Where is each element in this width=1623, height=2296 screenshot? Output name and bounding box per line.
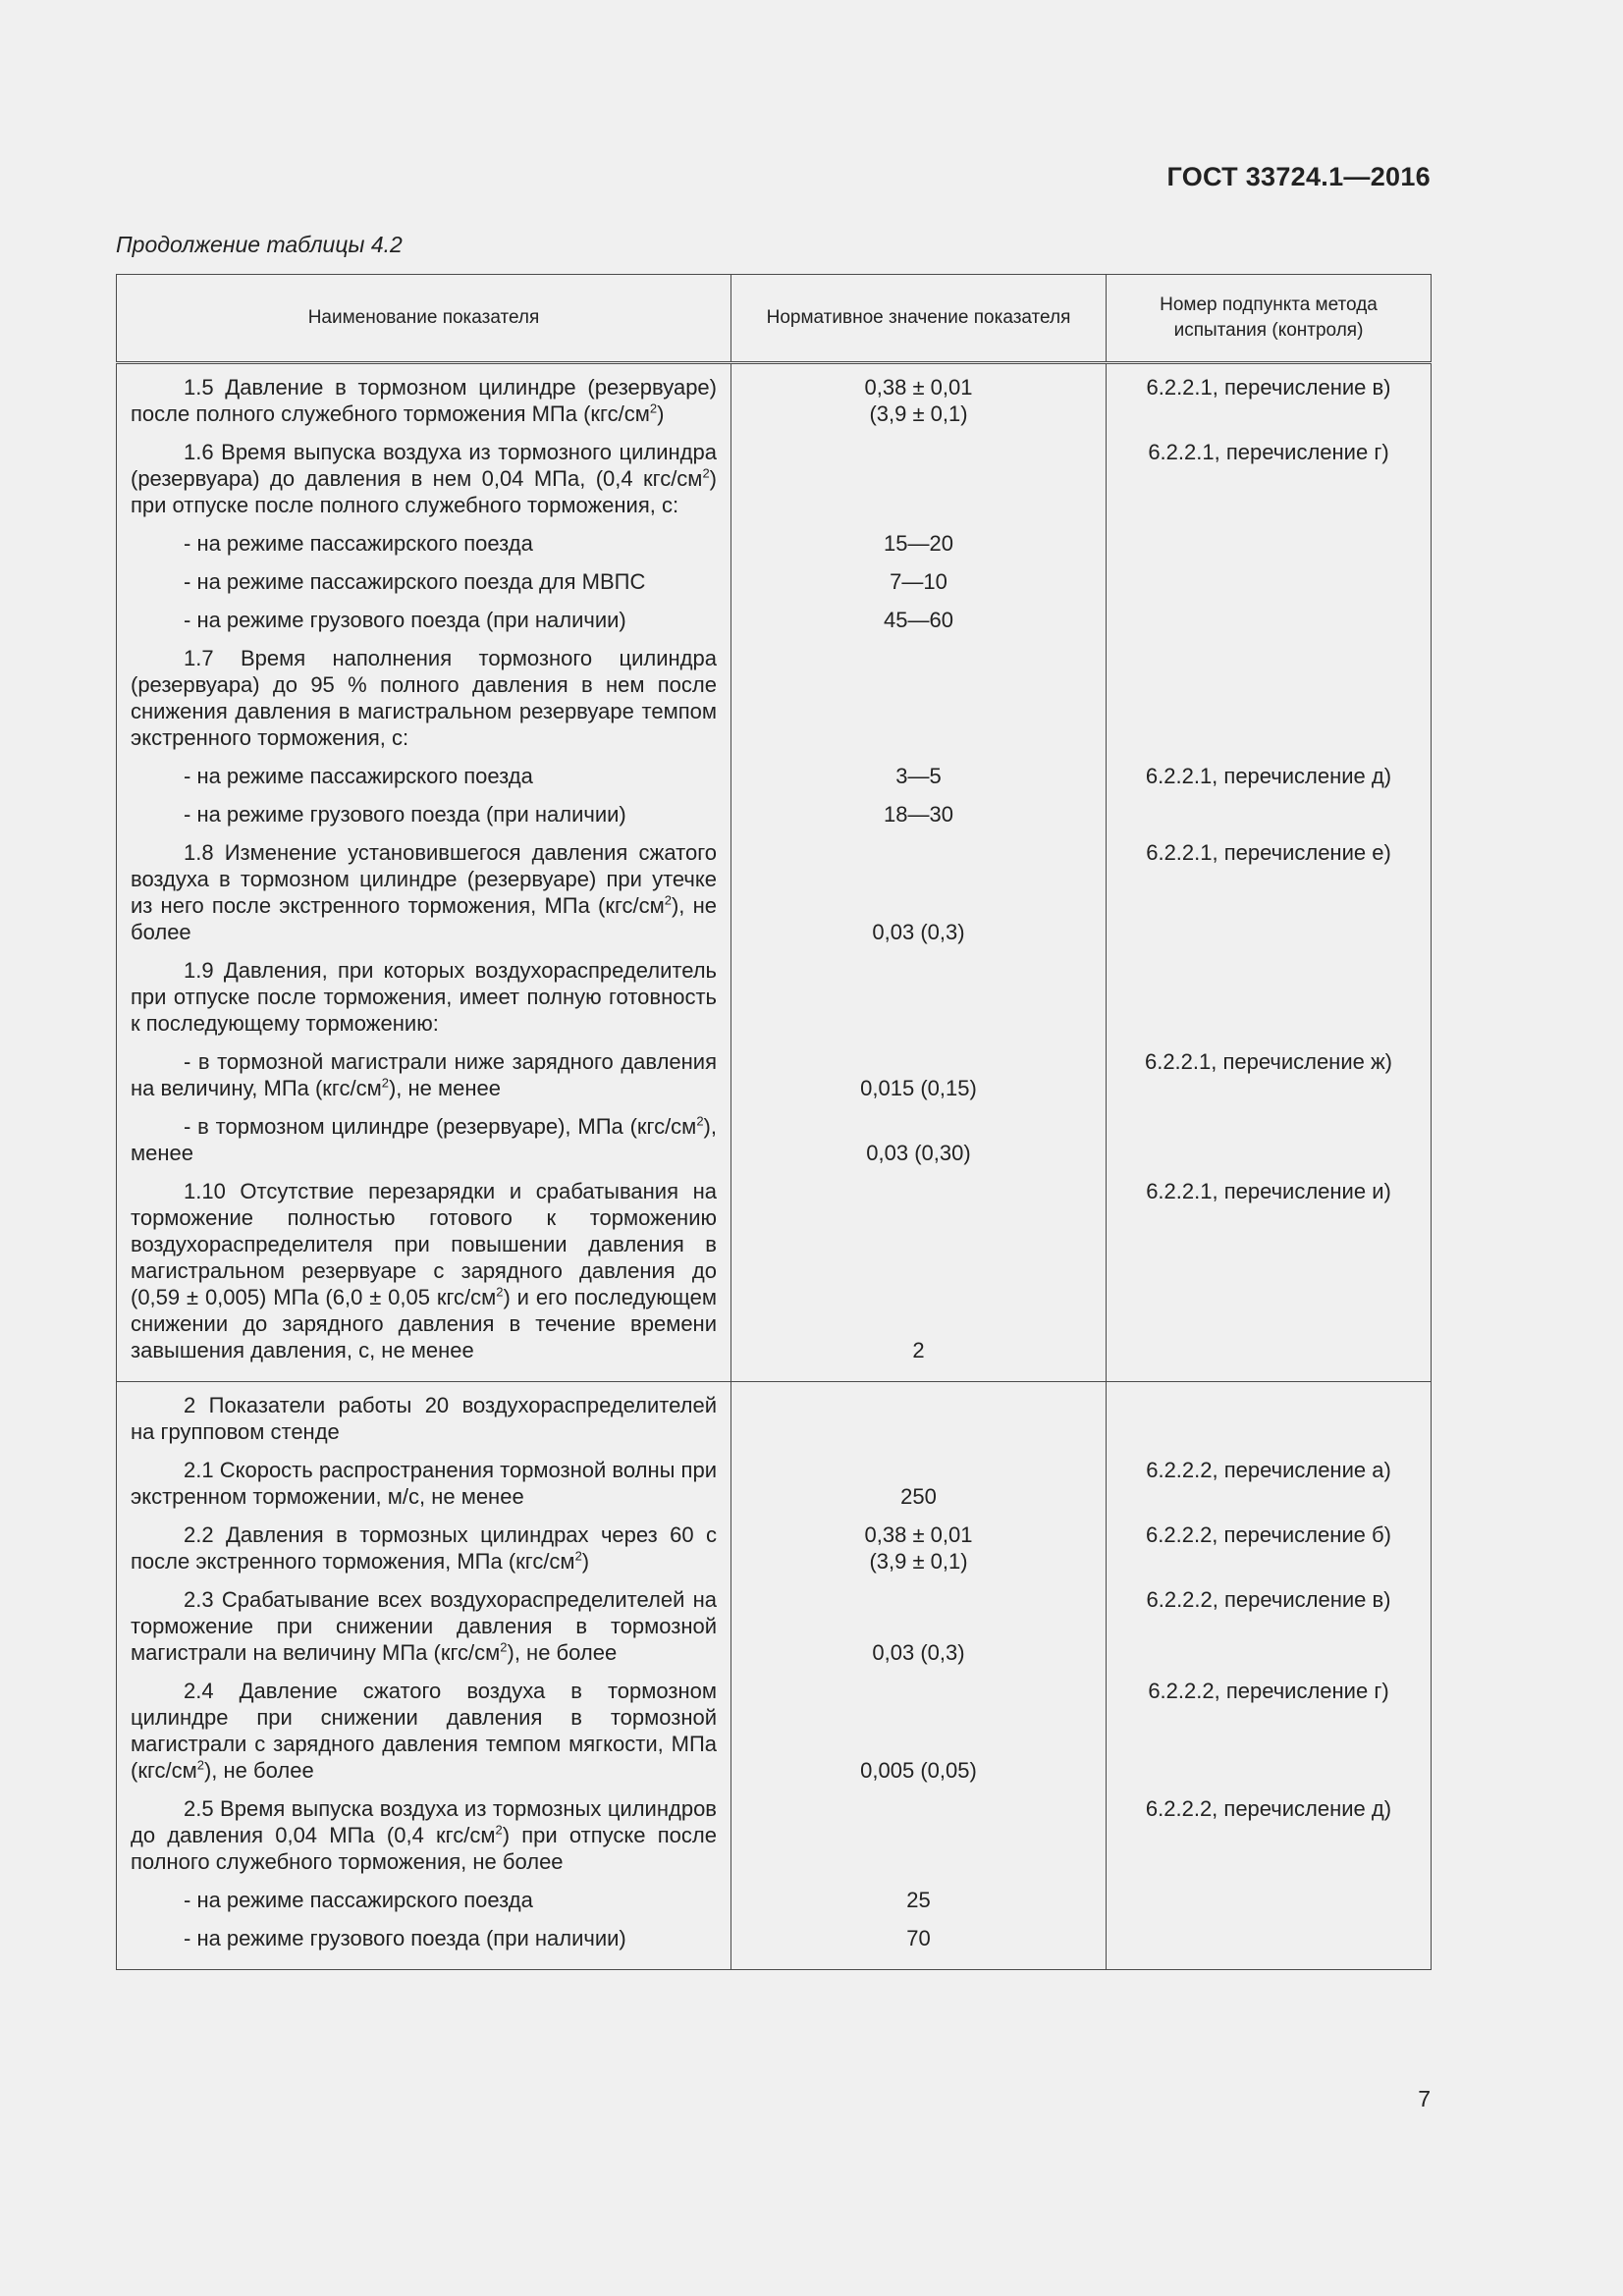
indicator-text: - на режиме пассажирского поезда [184, 531, 533, 556]
value-text: 3—5 [895, 764, 942, 788]
value-text: 7—10 [890, 569, 947, 594]
indicators-table [116, 274, 1432, 1970]
indicator-text: 2.2 Давления в тормозных цилиндрах через 60 с после экстренного торможения, МПа $(кгс/см^2)$ [131, 1522, 717, 1574]
value-cell [731, 1382, 1107, 1970]
indicator-text: 1.10 Отсутствие перезарядки и срабатывания на торможение полностью готового к торможению воздухораспределителя при повышении давления в магистральном резервуаре с зарядного давления до (0,59 ± 0,005) МПа (6,0 ± 0,05 кгс/$см^2$) и его последующем снижении до зарядного давления в течение времени завышения давления, с, не менее [131, 1179, 717, 1362]
method-text [1112, 1113, 1425, 1166]
indicator-text: 1.8 Изменение установившегося давления сжатого воздуха в тормозном цилиндре (резервуаре) при утечке из него после экстренного торможения, МПа $(кгс/см^2)$, не более [131, 840, 717, 944]
indicator-text: 2.4 Давление сжатого воздуха в тормозном цилиндре при снижении давления в тормозной магистрали с зарядного давления темпом мягкости, МПа $(кгс/см^2)$, не более [131, 1679, 717, 1783]
value-text: 18—30 [884, 802, 953, 827]
table-body [117, 363, 1432, 1970]
value-text: 0,005 (0,05) [860, 1758, 977, 1783]
method-text [1112, 645, 1425, 751]
value-text: 25 [906, 1888, 931, 1912]
indicator-text: - на режиме пассажирского поезда для МВПС [184, 569, 646, 594]
value-text: 0,03 (0,3) [872, 1640, 965, 1665]
method-text [1112, 801, 1425, 828]
method-cell [1107, 1382, 1432, 1970]
method-text: 6.2.2.2, перечисление а) [1146, 1458, 1391, 1482]
indicator-text: 1.9 Давления, при которых воздухораспределитель при отпуске после торможения, имеет полную готовность к последующему торможению: [131, 958, 717, 1036]
indicator-text: - на режиме грузового поезда (при наличии) [184, 608, 626, 632]
method-text: 6.2.2.1, перечисление е) [1146, 840, 1391, 865]
indicator-text: - в тормозной магистрали ниже зарядного давления на величину, МПа $(кгс/см^2)$, не менее [131, 1049, 717, 1100]
method-text: 6.2.2.1, перечисление ж) [1144, 1049, 1393, 1074]
column-header-method: Номер подпункта метода испытания (контроля) [1107, 275, 1432, 363]
indicator-text: - на режиме пассажирского поезда [184, 1888, 533, 1912]
value-text [737, 1392, 1100, 1445]
indicator-text: - на режиме пассажирского поезда [184, 764, 533, 788]
value-text: 45—60 [884, 608, 953, 632]
value-text [737, 645, 1100, 751]
indicator-text: - на режиме грузового поезда (при наличии) [184, 802, 626, 827]
value-cell [731, 363, 1107, 1382]
value-text: 0,38 ± 0,01 (3,9 ± 0,1) [864, 1522, 973, 1574]
method-text [1112, 1392, 1425, 1445]
method-text [1112, 957, 1425, 1037]
table-section-row [117, 363, 1432, 1382]
method-text: 6.2.2.1, перечисление в) [1146, 375, 1391, 400]
value-text: 0,03 (0,30) [866, 1141, 971, 1165]
value-text [737, 1795, 1100, 1875]
indicator-text: 2 Показатели работы 20 воздухораспределителей на групповом стенде [131, 1393, 717, 1444]
value-text: 0,38 ± 0,01 (3,9 ± 0,1) [864, 375, 973, 426]
method-text [1112, 530, 1425, 557]
value-text: 250 [900, 1484, 937, 1509]
table-section-row [117, 1382, 1432, 1970]
page-number: 7 [1418, 2086, 1431, 2111]
indicator-text: 2.5 Время выпуска воздуха из тормозных цилиндров до давления 0,04 МПа (0,4 кгс/$см^2$) при отпуске после полного служебного торможения, не более [131, 1796, 717, 1874]
value-text: 0,03 (0,3) [872, 920, 965, 944]
indicator-text: 1.5 Давление в тормозном цилиндре (резервуаре) после полного служебного торможения МПа $(кгс/см^2)$ [131, 375, 717, 426]
indicator-text: 1.7 Время наполнения тормозного цилиндра (резервуара) до 95 % полного давления в нем после снижения давления в магистральном резервуаре темпом экстренного торможения, с: [131, 646, 717, 750]
indicator-text: - на режиме грузового поезда (при наличии) [184, 1926, 626, 1950]
indicator-text: 2.1 Скорость распространения тормозной волны при экстренном торможении, м/с, не менее [131, 1458, 717, 1509]
indicator-cell [117, 363, 731, 1382]
method-text [1112, 1925, 1425, 1951]
indicator-text: 2.3 Срабатывание всех воздухораспределителей на торможение при снижении давления в тормозной магистрали на величину МПа $(кгс/см^2)$, не более [131, 1587, 717, 1665]
table-header-row [117, 275, 1432, 363]
value-text: 0,015 (0,15) [860, 1076, 977, 1100]
method-text: 6.2.2.1, перечисление г) [1148, 440, 1389, 464]
method-text: 6.2.2.1, перечисление д) [1145, 764, 1392, 788]
value-text: 70 [906, 1926, 931, 1950]
method-text: 6.2.2.2, перечисление в) [1146, 1587, 1391, 1612]
method-text: 6.2.2.2, перечисление б) [1146, 1522, 1391, 1547]
method-text: 6.2.2.2, перечисление д) [1145, 1796, 1392, 1821]
value-text: 15—20 [884, 531, 953, 556]
method-text: 6.2.2.2, перечисление г) [1148, 1679, 1389, 1703]
value-text [737, 957, 1100, 1037]
value-text [737, 439, 1100, 518]
indicator-text: - в тормозном цилиндре (резервуаре), МПа $(кгс/см^2)$, менее [131, 1113, 717, 1165]
indicator-cell [117, 1382, 731, 1970]
method-text [1112, 568, 1425, 595]
indicator-text: 1.6 Время выпуска воздуха из тормозного цилиндра (резервуара) до давления в нем 0,04 МПа, (0,4 кгс/$см^2$) при отпуске после полного служебного торможения, с: [131, 440, 717, 517]
method-cell [1107, 363, 1432, 1382]
method-text [1112, 607, 1425, 633]
table-caption: Продолжение таблицы 4.2 [116, 232, 403, 257]
value-text: 2 [912, 1338, 925, 1362]
standard-code: ГОСТ 33724.1—2016 [1166, 162, 1431, 191]
method-text [1112, 1887, 1425, 1913]
column-header-indicator: Наименование показателя [117, 275, 731, 363]
column-header-value: Нормативное значение показателя [731, 275, 1107, 363]
method-text: 6.2.2.1, перечисление и) [1146, 1179, 1391, 1203]
